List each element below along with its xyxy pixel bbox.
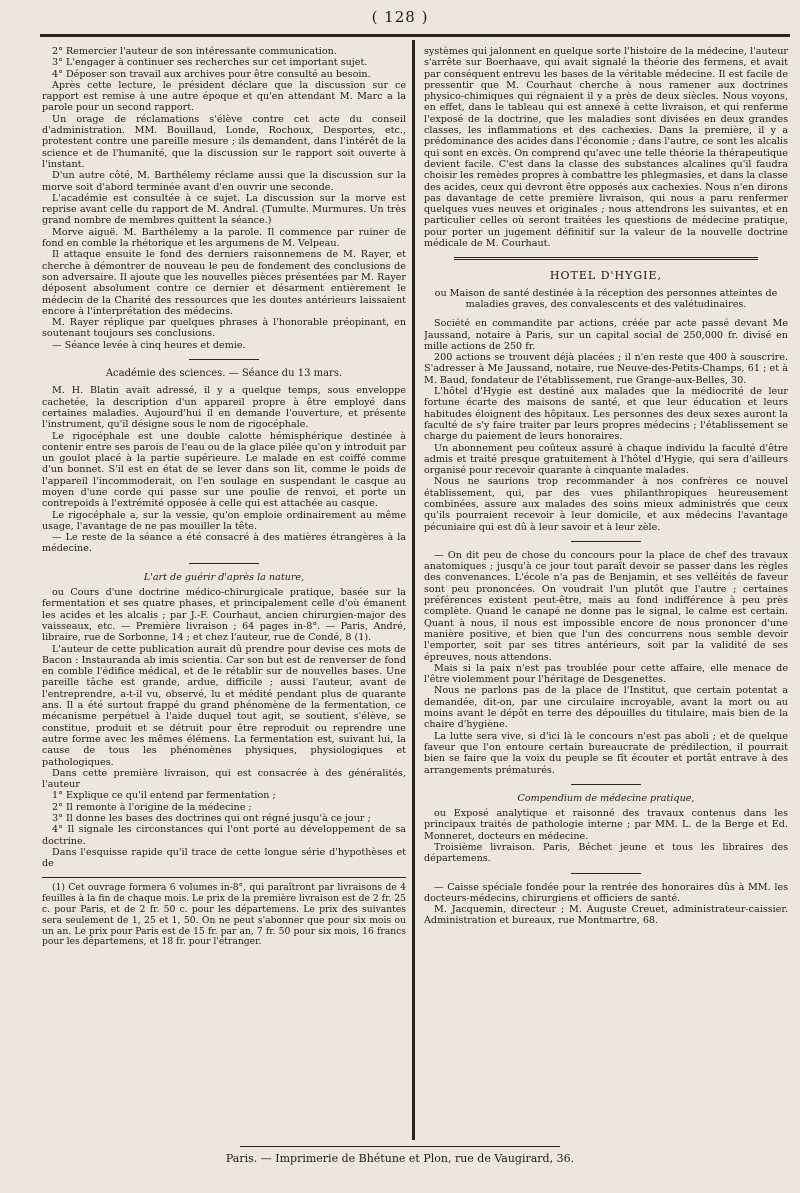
paragraph: L'auteur de cette publication aurait dû prendre pour devise ces mots de Bacon : Instauranda ab imis scientia. Car son but est de renverser de fond en comble l'édifice médical, et de le rétablir sur de nouvelles bases. Une pareille tâche est grande, ardue, difficile ; aussi l'auteur, avant de l'entreprendre, a-t-il vu, observé, lu et médité pendant plus de quarante ans. Il a été surtout frappé du grand phénomène de la fermentation, ce mécanisme perpétuel à l'aide duquel tout agit, se soutient, s'élève, se constitue, produit et se détruit pour être reproduit ou reprendre une autre forme avec les mêmes élémens. La fermentation est, suivant lui, la cause de tous les phénomènes physiques, physiologiques et pathologiques.: [42, 643, 406, 768]
paragraph: D'un autre côté, M. Barthélemy réclame aussi que la discussion sur la morve soit d'abord terminée avant d'en ouvrir une seconde.: [42, 170, 406, 193]
paragraph: — On dit peu de chose du concours pour la place de chef des travaux anatomiques ; jusqu'à ce jour tout paraît devoir se passer dans les règles des convenances. L'école n'a pas de Benjamin, et ses velléités de faveur sont peu prononcées. On voudrait l'un plutôt que l'autre ; certaines préférences existent peut-être, mais au fond indifférence à peu près complète. Quand le canapé ne donne pas le signal, le calme est certain. Quant à nous, il nous est impossible encore de nous prononcer d'une manière positive, et bien que l'un des concurrens nous semble devoir l'emporter, soit par ses titres antérieurs, soit par la validité de ses épreuves, nous attendons.: [424, 549, 788, 663]
section-divider: [571, 784, 641, 785]
paragraph: — Séance levée à cinq heures et demie.: [52, 339, 246, 351]
paragraph: Après cette lecture, le président déclare que la discussion sur ce rapport est remise à une autre époque et qu'en attendant M. Marc a la parole pour un second rapport.: [42, 79, 406, 114]
paragraph: Dans cette première livraison, qui est consacrée à des généralités, l'auteur: [42, 767, 406, 791]
paragraph: Le rigocéphale est une double calotte hémisphérique destinée à contenir entre ses parois de l'eau ou de la glace pilée qu'on y introduit par un goulot placé à la partie supérieure. Le malade en est coiffé comme d'un bonnet. S'il est en état de se lever dans son lit, comme le poids de l'appareil l'incommoderait, on l'en soulage en suspendant le casque au moyen d'une corde qui passe sur une poulie de renvoi, et porte un contrepoids à l'extrémité opposée à celle qui est attachée au casque.: [42, 430, 406, 510]
paragraph: Un abonnement peu coûteux assuré à chaque individu la faculté d'être admis et traité presque gratuitement à l'hôtel d'Hygie, qui sera d'ailleurs organisé pour recevoir quarante à cinquante malades.: [424, 442, 788, 477]
paragraph: 3° L'engager à continuer ses recherches sur cet important sujet.: [52, 57, 368, 69]
section-divider: [571, 873, 641, 874]
paragraph: 200 actions se trouvent déjà placées ; il n'en reste que 400 à souscrire. S'adresser à Me Jaussand, notaire, rue Neuve-des-Petits-Champs, 61 ; et à M. Baud, fondateur de l'établissement, rue Grange-aux-Belles, 30.: [424, 352, 788, 386]
paragraph: L'académie est consultée à ce sujet. La discussion sur la morve est reprise avant celle du rapport de M. Andral. (Tumulte. Murmures. Un très grand nombre de membres quittent la séance.): [42, 192, 406, 227]
paragraph: L'hôtel d'Hygie est destiné aux malades que la médiocrité de leur fortune écarte des maisons de santé, et que leur éducation et leurs habitudes éloignent des hôpitaux. Les personnes des deux sexes auront la faculté de s'y faire traiter par leurs propres médecins ; l'établissement se charge du paiement de leurs honoraires.: [424, 386, 788, 443]
book-title: L'art de guérir d'après la nature,: [143, 571, 305, 583]
paragraph: 3° Il donne les bases des doctrines qui ont régné jusqu'à ce jour ;: [52, 813, 371, 824]
top-rule: [40, 34, 790, 37]
page-number: ( 128 ): [371, 8, 429, 26]
footnote: (1) Cet ouvrage formera 6 volumes in-8°, qui paraîtront par livraisons de 4 feuilles à la fin de chaque mois. Le prix de la première livraison est de 2 fr. 25 c. pour Paris, et de 2 fr. 50 c. pour les départemens. Le prix des suivantes sera seulement de 1, 25 et 1, 50. On ne peut s'abonner que pour six mois ou un an. Le prix pour Paris est de 15 fr. par an, 7 fr. 50 pour six mois, 16 francs pour les départemens, et 18 fr. pour l'étranger.: [42, 882, 406, 948]
paragraph: — Le reste de la séance a été consacré à des matières étrangères à la médecine.: [42, 532, 406, 555]
advert-title: HOTEL D'HYGIE,: [549, 269, 663, 283]
paragraph: 1° Explique ce qu'il entend par fermentation ;: [52, 790, 276, 802]
advert-subtitle: ou Maison de santé destinée à la réception des personnes atteintes de maladies graves, des convalescents et des valétudinaires.: [434, 287, 778, 310]
paragraph: Société en commandite par actions, créée par acte passé devant Me Jaussand, notaire à Paris, sur un capital social de 250,000 fr. divisé en mille actions de 250 fr.: [424, 318, 788, 352]
paragraph: M. Jacquemin, directeur ; M. Auguste Creuet, administrateur-caissier. Administration et bureaux, rue Montmartre, 68.: [424, 904, 788, 927]
paragraph: — Caisse spéciale fondée pour la rentrée des honoraires dûs à MM. les docteurs-médecins, chirurgiens et officiers de santé.: [424, 881, 788, 904]
paragraph: Il attaque ensuite le fond des derniers raisonnemens de M. Rayer, et cherche à démontrer de nouveau le peu de fondement des conclusions de son adversaire. Il ajoute que les nouvelles pièces présentées par M. Rayer déposent absolument contre ce dernier et désarment entièrement le médecin de la Charité des ressources que les doutes antérieurs laissaient encore à l'interprétation des médecins.: [42, 249, 406, 317]
paragraph: Le rigocéphale a, sur la vessie, qu'on emploie ordinairement au même usage, l'avantage de ne pas mouiller la tête.: [42, 509, 406, 532]
section-divider: [571, 541, 641, 542]
imprint: Paris. — Imprimerie de Bhétune et Plon, rue de Vaugirard, 36.: [225, 1152, 575, 1165]
paragraph: M. H. Blatin avait adressé, il y a quelque temps, sous enveloppe cachetée, la description d'un appareil propre à être employé dans certaines maladies. Aujourd'hui il en demande l'ouverture, et présente l'instrument, qu'il désigne sous le nom de rigocéphale.: [42, 385, 406, 431]
paragraph: Un orage de réclamations s'élève contre cet acte du conseil d'administration. MM. Bouillaud, Londe, Rochoux, Desportes, etc., protestent contre une pareille mesure ; ils demandent, dans l'intérêt de la science et de l'humanité, que la discussion sur le rapport soit ouverte à l'instant.: [42, 113, 406, 170]
paragraph: Nous ne parlons pas de la place de l'Institut, que certain potentat a demandée, dit-on, par une circulaire incroyable, avant la mort ou au moins avant le dépôt en terre des dépouilles du titulaire, mais bien de la chaire d'hygiène.: [424, 685, 788, 731]
section-divider: [189, 563, 259, 564]
paragraph: ou Cours d'une doctrine médico-chirurgicale pratique, basée sur la fermentation et ses quatre phases, et principalement celle d'où émanent les acides et les alcalis ; par J.-F. Courhaut, ancien chirurgien-major des vaisseaux, etc. — Première livraison ; 64 pages in-8°. — Paris, André, libraire, rue de Sorbonne, 14 ; et chez l'auteur, rue de Condé, 8 (1).: [42, 587, 406, 644]
paragraph: 2° Remercier l'auteur de son intéressante communication.: [52, 46, 337, 57]
paragraph: 4° Déposer son travail aux archives pour être consulté au besoin.: [52, 68, 371, 80]
paragraph: Dans l'esquisse rapide qu'il trace de cette longue série d'hypothèses et de: [42, 846, 406, 870]
double-divider: [454, 257, 758, 260]
section-heading: Académie des sciences. — Séance du 13 mars.: [105, 368, 343, 380]
section-divider: [189, 359, 259, 360]
right-column: [424, 46, 788, 1121]
paragraph: 2° Il remonte à l'origine de la médecine ;: [52, 801, 252, 813]
paragraph: Morve aiguë. M. Barthélemy a la parole. Il commence par ruiner de fond en comble la rhétorique et les argumens de M. Velpeau.: [42, 226, 406, 250]
paragraph: systèmes qui jalonnent en quelque sorte l'histoire de la médecine, l'auteur s'arrête sur Boerhaave, qui avait signalé la théorie des fermens, et avait par conséquent entrevu les bases de la véritable médecine. Il est facile de pressentir que M. Courhaut cherche à nous ramener aux doctrines physico-chimiques qui régnaient il y a près de deux siècles. Nous voyons, en effet, dans le tableau qui est annexé à cette livraison, et qui renferme l'exposé de la doctrine, que les maladies sont divisées en deux grandes classes, les inflammations et des cachexies. Dans la première, il y a prédominance des acides dans l'économie ; dans l'autre, ce sont les alcalis qui sont en excès. On comprend qu'avec une telle théorie la thérapeutique devient facile. C'est dans la classe des substances alcalines qu'il faudra choisir les remèdes propres à combattre les phlegmasies, et dans la classe des acides, ceux qui devront être opposés aux cachexies. Nous n'en dirons pas davantage de cette première livraison, qui nous a paru renfermer quelques vues neuves et originales ; nous attendrons les suivantes, et en particulier celles où seront traitées les questions de médecine pratique, pour porter un jugement définitif sur la valeur de la nouvelle doctrine médicale de M. Courhaut.: [424, 46, 788, 250]
paragraph: Mais si la paix n'est pas troublée pour cette affaire, elle menace de l'être violemment pour l'héritage de Desgenettes.: [424, 662, 788, 686]
left-column: [42, 46, 406, 1131]
column-divider: [412, 40, 415, 1140]
paragraph: Troisième livraison. Paris, Béchet jeune et tous les libraires des départemens.: [424, 842, 788, 865]
paragraph: 4° Il signale les circonstances qui l'ont porté au développement de sa doctrine.: [42, 824, 406, 847]
paragraph: Nous ne saurions trop recommander à nos confrères ce nouvel établissement, qui, par des vues philanthropiques heureusement combinées, assure aux malades des soins mieux administrés que ceux qu'ils pourraient recevoir à leur domicile, et aux médecins l'avantage pécuniaire qui est dû à leur savoir et à leur zèle.: [424, 476, 788, 533]
footnote-divider: [42, 877, 406, 878]
footer-rule: [240, 1146, 560, 1147]
paragraph: La lutte sera vive, si d'ici là le concours n'est pas aboli ; et de quelque faveur que l'on entoure certain bureaucrate de prédilection, il pourrait bien se faire que la voix du peuple se fît écouter et portât entrave à des arrangements prématurés.: [424, 730, 788, 776]
paragraph: M. Rayer réplique par quelques phrases à l'honorable préopinant, en soutenant toujours ses conclusions.: [42, 317, 406, 340]
book-title: Compendium de médecine pratique,: [517, 792, 695, 804]
paragraph: ou Exposé analytique et raisonné des travaux contenus dans les principaux traités de pathologie interne ; par MM. L. de la Berge et Ed. Monneret, docteurs en médecine.: [424, 808, 788, 842]
